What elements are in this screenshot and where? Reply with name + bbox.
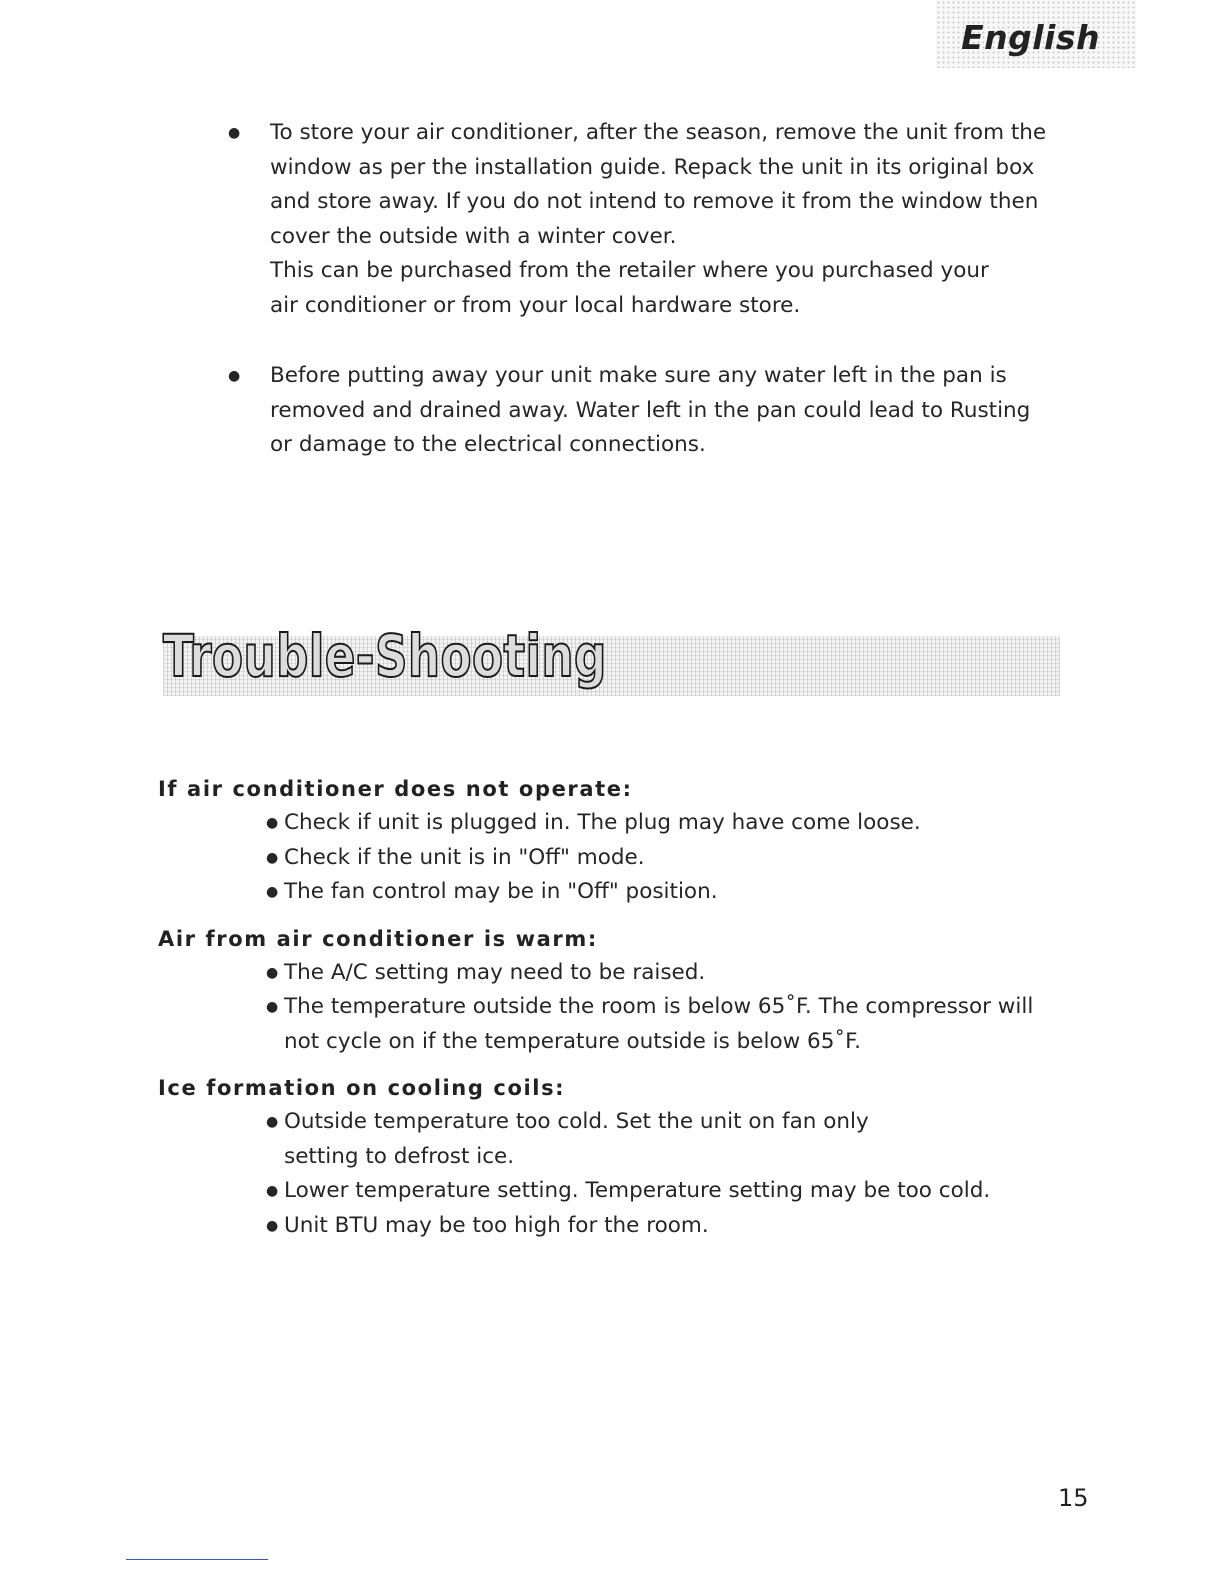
text-line: and store away. If you do not intend to remove it from the window then — [270, 189, 1039, 214]
storage-note — [228, 359, 1046, 463]
issue-item — [266, 1174, 1058, 1209]
footer-rule — [126, 1559, 268, 1560]
issue-item — [266, 1209, 1058, 1244]
storage-note — [228, 116, 1047, 323]
issue-heading: Ice formation on cooling coils: — [158, 1076, 566, 1100]
bullet-icon: ● — [228, 368, 241, 384]
issue-heading: Air from air conditioner is warm: — [158, 926, 598, 951]
issue-item — [266, 1105, 1058, 1174]
text-line: removed and drained away. Water left in the pan could lead to Rusting — [270, 397, 1031, 423]
issue-group — [158, 772, 1058, 910]
text-line: The fan control may be in "Off" position. — [284, 879, 718, 904]
text-line: cover the outside with a winter cover. — [270, 223, 677, 249]
issue-heading: If air conditioner does not operate: — [158, 777, 633, 801]
issue-group — [158, 922, 1058, 1060]
issue-item — [266, 956, 1058, 991]
bullet-icon: ● — [228, 125, 241, 141]
page-number: 15 — [1058, 1484, 1089, 1512]
bullet-icon: ● — [266, 1183, 279, 1199]
text-line: To store your air conditioner, after the season, remove the unit from the — [270, 120, 1047, 145]
bullet-icon: ● — [266, 884, 279, 900]
text-line: The A/C setting may need to be raised. — [284, 959, 706, 985]
text-line: Check if unit is plugged in. The plug may have come loose. — [284, 810, 921, 835]
bullet-icon: ● — [266, 964, 279, 981]
language-label: English — [961, 18, 1100, 57]
text-line: Check if the unit is in "Off" mode. — [284, 844, 645, 870]
issue-item — [266, 841, 1058, 876]
language-tab — [936, 0, 1136, 68]
text-line: Before putting away your unit make sure any water left in the pan is — [270, 363, 1007, 388]
bullet-icon: ● — [266, 999, 279, 1015]
text-line: The temperature outside the room is below 65˚F. The compressor will — [284, 994, 1034, 1019]
text-line: This can be purchased from the retailer where you purchased your — [270, 258, 989, 283]
section-title: Trouble-Shooting — [163, 622, 607, 690]
issue-item — [266, 875, 1058, 910]
text-line: setting to defrost ice. — [284, 1143, 515, 1169]
storage-section — [228, 116, 1047, 463]
text-line: not cycle on if the temperature outside is below 65˚F. — [284, 1028, 861, 1054]
bullet-icon: ● — [266, 815, 279, 831]
text-line: Outside temperature too cold. Set the unit on fan only — [284, 1109, 869, 1134]
bullet-icon: ● — [266, 1217, 279, 1234]
text-line: window as per the installation guide. Repack the unit in its original box — [270, 154, 1035, 180]
issue-group — [158, 1071, 1058, 1243]
text-line: Lower temperature setting. Temperature setting may be too cold. — [284, 1178, 991, 1203]
troubleshooting-section — [158, 772, 1058, 1255]
text-line: Unit BTU may be too high for the room. — [284, 1212, 709, 1238]
text-line: or damage to the electrical connections. — [270, 432, 706, 457]
text-line: air conditioner or from your local hardware store. — [270, 292, 801, 318]
issue-item — [266, 806, 1058, 841]
bullet-icon: ● — [266, 1114, 279, 1130]
issue-item — [266, 990, 1058, 1059]
bullet-icon: ● — [266, 849, 279, 866]
